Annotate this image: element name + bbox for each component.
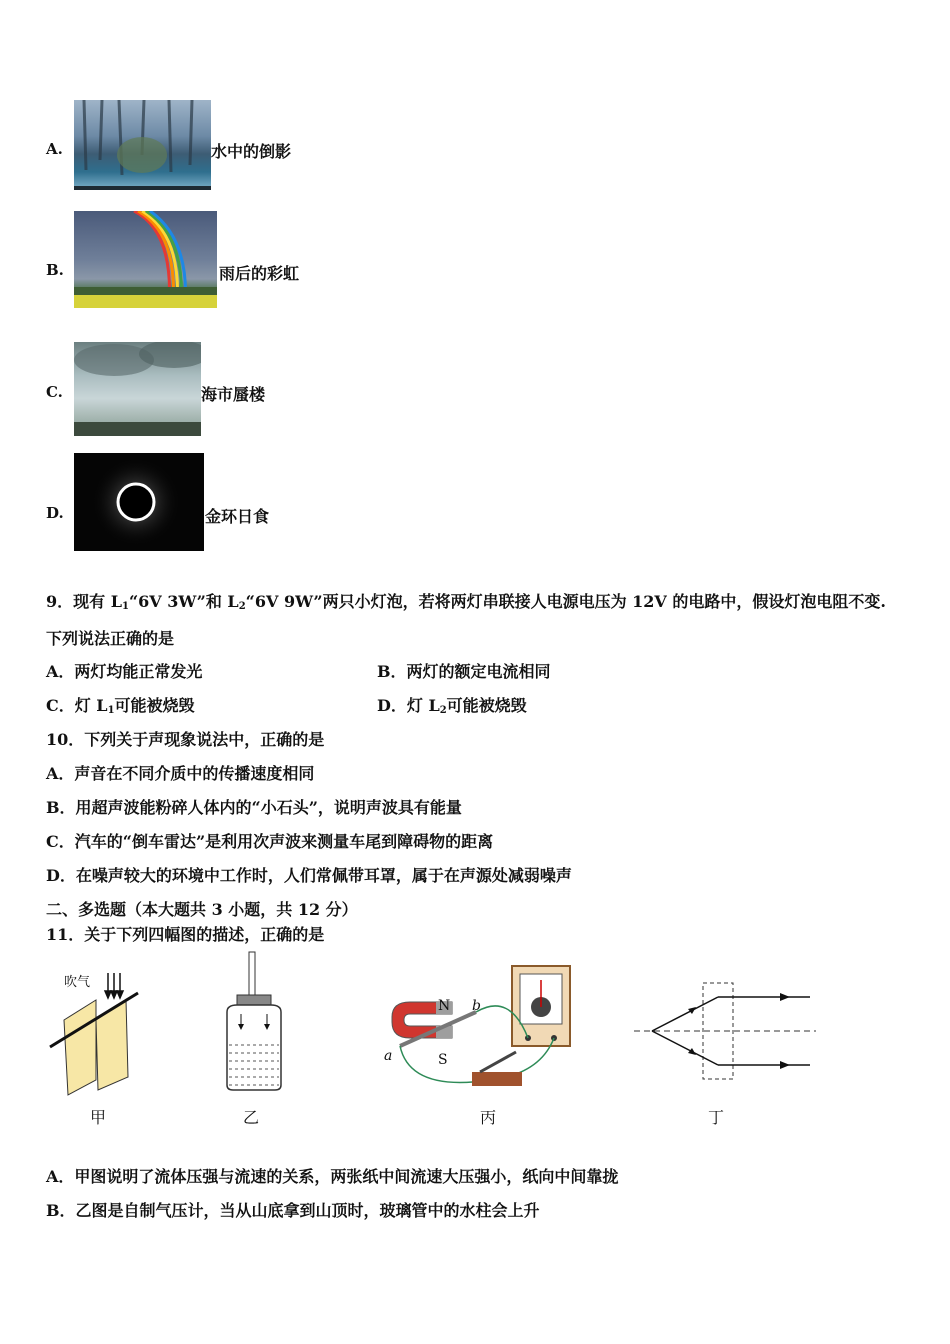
- option-text: 雨后的彩虹: [219, 264, 300, 283]
- figure-ding: [630, 975, 830, 1085]
- q9-stem: 9．现有 $L_1“6V$ 3W”和 $L_2“6V$ 9W”两只小灯泡，若将两灯串联接人电源电压为 12V 的电路中，假设灯泡电阻不变.: [46, 592, 886, 612]
- fig-label-bing: 丙: [480, 1108, 497, 1127]
- option-letter: D.: [46, 504, 64, 522]
- lens-diagram: [630, 975, 830, 1085]
- q11-option-a: A．甲图说明了流体压强与流速的关系，两张纸中间流速大压强小，纸向中间靠拢: [46, 1167, 619, 1186]
- q10-option-d: D．在噪声较大的环境中工作时，人们常佩带耳罩，属于在声源处减弱噪声: [46, 866, 572, 885]
- option-letter: A.: [46, 140, 63, 158]
- reflection-photo: [74, 100, 211, 190]
- option-text: 金环日食: [205, 507, 270, 526]
- blow-label: 吹气: [64, 975, 91, 990]
- magnet-s-label: S: [438, 1052, 448, 1068]
- q9-stem-line2: 下列说法正确的是: [46, 629, 175, 648]
- mirage-photo: [74, 342, 201, 436]
- fig-label-yi: 乙: [243, 1108, 260, 1127]
- wire-b-label: b: [472, 998, 481, 1014]
- q9-option-c: C．灯 $L_1$可能被烧毁: [46, 696, 195, 716]
- figure-bing: [380, 962, 580, 1102]
- reflection-image: [74, 100, 211, 190]
- induction-diagram: [380, 962, 580, 1102]
- option-letter: B.: [46, 261, 64, 279]
- q9-option-a: A．两灯均能正常发光: [46, 662, 203, 681]
- option-text: 海市蜃楼: [201, 385, 266, 404]
- wire-a-label: a: [384, 1048, 393, 1064]
- option-text: 水中的倒影: [211, 142, 292, 161]
- fig-label-ding: 丁: [708, 1108, 725, 1127]
- option-letter: C.: [46, 383, 63, 401]
- q9-option-b: B．两灯的额定电流相同: [377, 662, 551, 681]
- barometer-diagram: [215, 950, 295, 1095]
- mirage-image: [74, 342, 201, 436]
- q10-option-b: B．用超声波能粉碎人体内的“小石头”，说明声波具有能量: [46, 798, 462, 817]
- figure-jia: [46, 965, 156, 1100]
- fig-label-jia: 甲: [90, 1108, 107, 1127]
- q10-option-c: C．汽车的“倒车雷达”是利用次声波来测量车尾到障碍物的距离: [46, 832, 494, 851]
- rainbow-photo: [74, 211, 217, 308]
- paper-diagram: [46, 965, 156, 1100]
- figure-yi: [215, 950, 295, 1095]
- rainbow-image: [74, 211, 217, 308]
- eclipse-image: [74, 453, 204, 551]
- q10-stem: 10．下列关于声现象说法中，正确的是: [46, 730, 325, 749]
- magnet-n-label: N: [438, 998, 451, 1014]
- section-heading: 二、多选题（本大题共 3 小题，共 12 分）: [46, 900, 358, 919]
- q11-stem: 11．关于下列四幅图的描述，正确的是: [46, 925, 325, 944]
- q11-option-b: B．乙图是自制气压计，当从山底拿到山顶时，玻璃管中的水柱会上升: [46, 1201, 540, 1220]
- q9-option-d: D．灯 $L_2$可能被烧毁: [377, 696, 527, 716]
- eclipse-photo: [74, 453, 204, 551]
- q10-option-a: A．声音在不同介质中的传播速度相同: [46, 764, 315, 783]
